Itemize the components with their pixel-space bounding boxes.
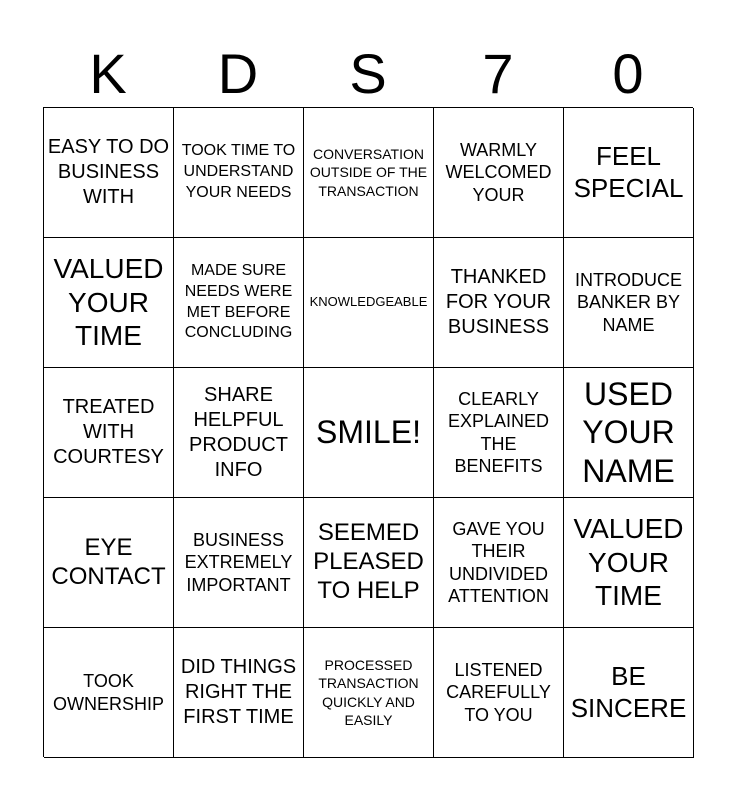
- cell-text: LISTENED CAREFULLY TO YOU: [446, 659, 551, 725]
- bingo-cell: [564, 108, 694, 238]
- cell-text: USED YOUR NAME: [582, 375, 675, 489]
- bingo-cell: [174, 628, 304, 758]
- header-letter: D: [217, 42, 259, 105]
- bingo-cell: [304, 368, 434, 498]
- cell-text: KNOWLEDGEABLE: [309, 294, 428, 310]
- cell-text: MADE SURE NEEDS WERE MET BEFORE CONCLUDING: [184, 261, 293, 342]
- cell-text: SEEMED PLEASED TO HELP: [313, 519, 424, 604]
- cell-text: SHARE HELPFUL PRODUCT INFO: [189, 383, 288, 481]
- cell-text: SMILE!: [316, 414, 421, 451]
- bingo-cell: [44, 368, 174, 498]
- cell-text: BE SINCERE: [570, 661, 687, 723]
- bingo-cell: [304, 628, 434, 758]
- cell-text: CLEARLY EXPLAINED THE BENEFITS: [447, 388, 550, 476]
- cell-text: TOOK TIME TO UNDERSTAND YOUR NEEDS: [181, 142, 296, 201]
- cell-text: DID THINGS RIGHT THE FIRST TIME: [180, 656, 297, 728]
- bingo-cell: [434, 238, 564, 368]
- cell-text: TOOK OWNERSHIP: [52, 671, 164, 714]
- bingo-cell: [434, 498, 564, 628]
- bingo-cell: [304, 108, 434, 238]
- bingo-cell: [304, 238, 434, 368]
- cell-text: THANKED FOR YOUR BUSINESS: [445, 266, 552, 338]
- bingo-cell: [564, 628, 694, 758]
- header-letter: K: [89, 42, 127, 105]
- bingo-cell: [564, 498, 694, 628]
- bingo-cell: [434, 628, 564, 758]
- bingo-cell: [174, 108, 304, 238]
- cell-text: TREATED WITH COURTESY: [53, 396, 164, 468]
- header-letter: 7: [482, 42, 514, 105]
- cell-text: FEEL SPECIAL: [573, 141, 684, 203]
- cell-text: VALUED YOUR TIME: [573, 513, 684, 612]
- cell-text: PROCESSED TRANSACTION QUICKLY AND EASILY: [318, 657, 419, 728]
- bingo-cell: [174, 238, 304, 368]
- cell-text: INTRODUCE BANKER BY NAME: [575, 269, 682, 335]
- bingo-grid: [43, 107, 693, 757]
- cell-text: VALUED YOUR TIME: [53, 253, 164, 352]
- bingo-cell: [174, 498, 304, 628]
- bingo-header: [43, 40, 693, 108]
- cell-text: EASY TO DO BUSINESS WITH: [47, 136, 170, 208]
- bingo-cell: [44, 108, 174, 238]
- bingo-cell: [434, 368, 564, 498]
- bingo-cell: [44, 628, 174, 758]
- header-letter: 0: [612, 42, 644, 105]
- cell-text: GAVE YOU THEIR UNDIVIDED ATTENTION: [448, 518, 549, 606]
- header-letter: S: [349, 42, 387, 105]
- cell-text: EYE CONTACT: [51, 533, 166, 590]
- bingo-cell: [44, 238, 174, 368]
- bingo-cell: [304, 498, 434, 628]
- cell-text: WARMLY WELCOMED YOUR: [445, 139, 552, 205]
- cell-text: BUSINESS EXTREMELY IMPORTANT: [184, 529, 293, 595]
- bingo-cell: [434, 108, 564, 238]
- cell-text: CONVERSATION OUTSIDE OF THE TRANSACTION: [309, 146, 428, 199]
- bingo-cell: [564, 238, 694, 368]
- bingo-cell: [44, 498, 174, 628]
- bingo-cell: [564, 368, 694, 498]
- bingo-cell: [174, 368, 304, 498]
